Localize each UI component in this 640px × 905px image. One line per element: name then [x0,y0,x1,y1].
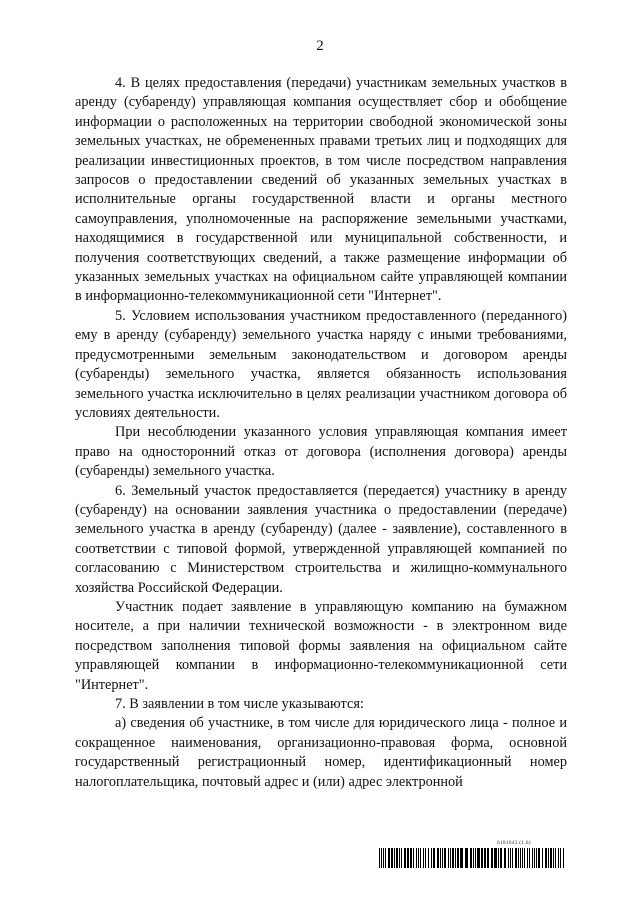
page-number: 2 [316,38,324,54]
paragraph-5-continuation: При несоблюдении указанного условия управляющая компания имеет право на односторонний отказ от договора (исполнения договора) аренды (субаренды) земельного участка. [75,424,567,480]
barcode [379,848,565,868]
paragraph-7a: а) сведения об участнике, в том числе для юридического лица - полное и сокращенное наименования, организационно-правовая форма, основной государственный регистрационный номер, идентификационный номер налогоплательщика, почтовый адрес и (или) адрес электронной [75,715,567,790]
paragraph-6-continuation: Участник подает заявление в управляющую компанию на бумажном носителе, а при наличии технической возможности - в электронном виде посредством заполнения типовой формы заявления на официальном сайте управляющей компании в информационно-телекоммуникационной сети "Интернет". [75,598,567,693]
document-code: 6181643 (1.6) [497,840,531,846]
paragraph-5: 5. Условием использования участником предоставленного (переданного) ему в аренду (субаренду) земельного участка наряду с иными требованиями, предусмотренными земельным законодательством и договором аренды (субаренды) земельного участка, является обязанность использования земельного участка исключительно в целях реализации участником договора об условиях деятельности. [75,307,567,421]
paragraph-6: 6. Земельный участок предоставляется (передается) участнику в аренду (субаренду) на основании заявления участника о предоставлении (передаче) земельного участка в аренду (субаренду) (далее - заявление), составленного в соответствии с типовой формой, утвержденной управляющей компанией по согласованию с Министерством строительства и жилищно-коммунального хозяйства Российской Федерации. [75,482,567,596]
document-body [75,74,567,792]
paragraph-7: 7. В заявлении в том числе указываются: [115,696,364,712]
paragraph-4: 4. В целях предоставления (передачи) участникам земельных участков в аренду (субаренду) управляющая компания осуществляет сбор и обобщение информации о расположенных на территории свободной экономической зоны земельных участках, не обремененных правами третьих лиц и подходящих для реализации инвестиционных проектов, в том числе посредством направления запросов о предоставлении сведений об указанных земельных участках в исполнительные органы государственной власти и органы местного самоуправления, уполномоченные на распоряжение земельными участками, находящимися в государственной или муниципальной собственности, и получения соответствующих сведений, а также размещение информации об указанных земельных участках на официальном сайте управляющей компании в информационно-телекоммуникационной сети "Интернет". [75,75,567,305]
